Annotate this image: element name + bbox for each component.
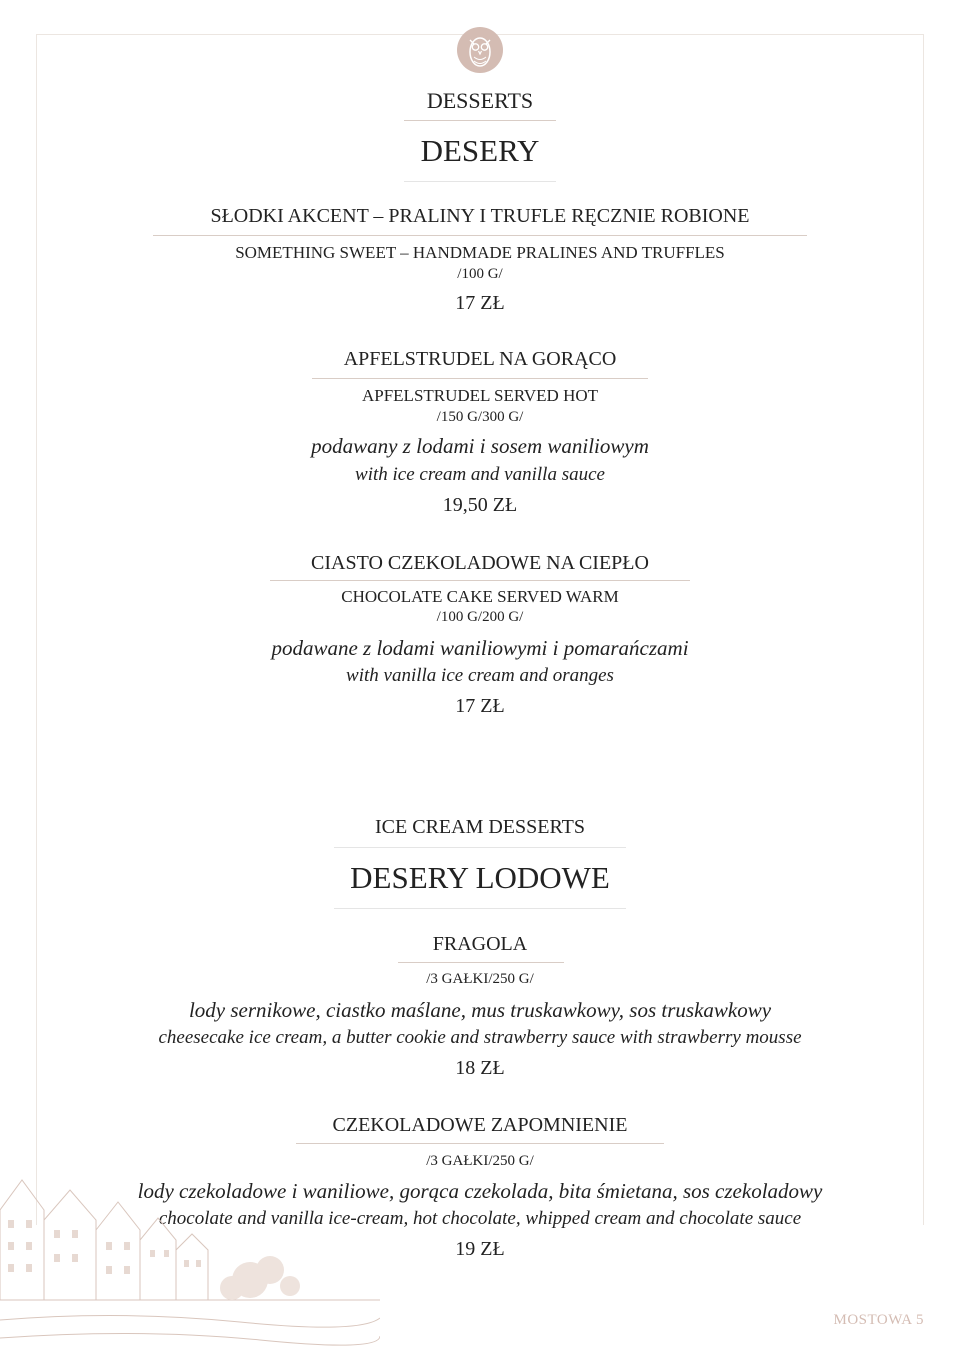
section-heading-en: ICE CREAM DESSERTS bbox=[375, 816, 585, 838]
item-name-en: APFELSTRUDEL SERVED HOT bbox=[361, 386, 599, 405]
old-town-illustration-icon bbox=[0, 1150, 380, 1358]
item-name: FRAGOLA bbox=[432, 933, 528, 955]
item-weight: /100 G/200 G/ bbox=[436, 609, 524, 625]
footer-address: MOSTOWA 5 bbox=[833, 1312, 924, 1328]
item-desc-en: cheesecake ice cream, a butter cookie and strawberry sauce with strawberry mousse bbox=[158, 1027, 802, 1048]
item-name-pl: CIASTO CZEKOLADOWE NA CIEPŁO bbox=[311, 552, 649, 574]
divider bbox=[398, 962, 564, 963]
section-heading-pl: DESERY bbox=[420, 133, 540, 168]
divider bbox=[334, 908, 626, 909]
item-name: CZEKOLADOWE ZAPOMNIENIE bbox=[332, 1114, 628, 1136]
item-price: 17 ZŁ bbox=[455, 292, 505, 314]
divider bbox=[404, 120, 556, 121]
divider bbox=[334, 847, 626, 848]
item-price: 18 ZŁ bbox=[455, 1057, 505, 1079]
item-desc-en: with vanilla ice cream and oranges bbox=[346, 665, 614, 686]
item-desc-pl: lody czekoladowe i waniliowe, gorąca czekolada, bita śmietana, sos czekoladowy bbox=[137, 1179, 823, 1203]
section-heading-pl: DESERY LODOWE bbox=[350, 860, 610, 895]
item-weight: /150 G/300 G/ bbox=[436, 409, 524, 425]
item-price: 19,50 ZŁ bbox=[442, 494, 518, 516]
owl-logo-icon bbox=[456, 26, 504, 74]
item-price: 17 ZŁ bbox=[455, 695, 505, 717]
item-desc-pl: podawane z lodami waniliowymi i pomarańczami bbox=[271, 636, 689, 660]
item-weight: /100 G/ bbox=[457, 266, 503, 282]
item-desc-pl: lody sernikowe, ciastko maślane, mus truskawkowy, sos truskawkowy bbox=[188, 998, 772, 1022]
item-desc-pl: podawany z lodami i sosem waniliowym bbox=[311, 434, 649, 458]
divider bbox=[312, 378, 648, 379]
item-weight: /3 GAŁKI/250 G/ bbox=[426, 1153, 534, 1169]
item-name-pl: SŁODKI AKCENT – PRALINY I TRUFLE RĘCZNIE ROBIONE bbox=[210, 205, 750, 227]
item-desc-en: chocolate and vanilla ice-cream, hot chocolate, whipped cream and chocolate sauce bbox=[158, 1208, 802, 1229]
section-heading-en: DESSERTS bbox=[426, 88, 534, 113]
item-name-pl: APFELSTRUDEL NA GORĄCO bbox=[343, 348, 617, 370]
divider bbox=[404, 181, 556, 182]
item-desc-en: with ice cream and vanilla sauce bbox=[355, 464, 605, 485]
item-name-en: SOMETHING SWEET – HANDMADE PRALINES AND TRUFFLES bbox=[235, 243, 725, 262]
item-weight: /3 GAŁKI/250 G/ bbox=[426, 971, 534, 987]
item-name-en: CHOCOLATE CAKE SERVED WARM bbox=[341, 587, 619, 606]
divider bbox=[270, 580, 690, 581]
divider bbox=[153, 235, 807, 236]
item-price: 19 ZŁ bbox=[455, 1238, 505, 1260]
divider bbox=[296, 1143, 664, 1144]
